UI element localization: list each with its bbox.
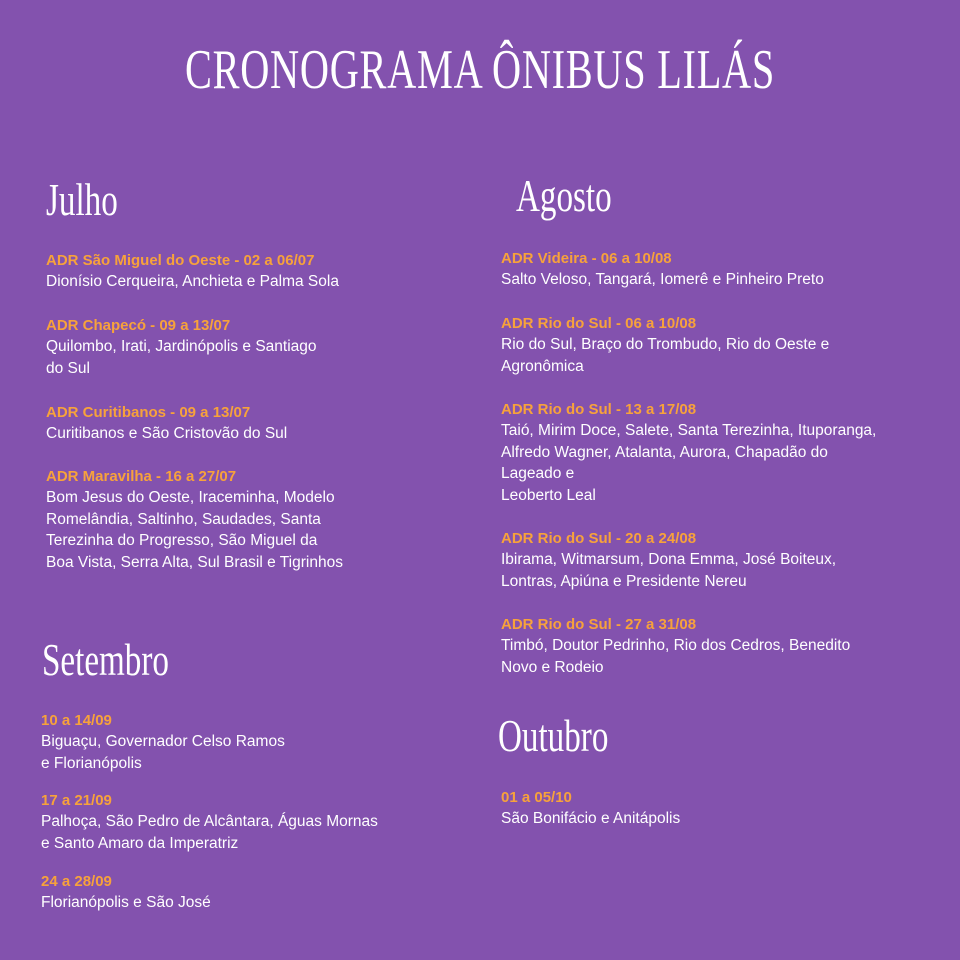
month-heading-setembro: Setembro [42,634,169,685]
page-title: CRONOGRAMA ÔNIBUS LILÁS [184,39,776,101]
entry-heading: 24 a 28/09 [41,873,112,890]
entry-cities: Ibirama, Witmarsum, Dona Emma, José Boiteux, Lontras, Apiúna e Presidente Nereu [501,551,837,590]
entry-heading: ADR Chapecó - 09 a 13/07 [46,317,231,334]
entry-heading: 01 a 05/10 [501,789,572,806]
schedule-entry [46,250,486,293]
schedule-entry [501,248,941,291]
entry-heading: ADR Rio do Sul - 13 a 17/08 [501,401,697,418]
entry-heading: ADR Rio do Sul - 20 a 24/08 [501,530,697,547]
schedule-entry [501,528,941,592]
schedule-entry [46,315,486,379]
schedule-entry [501,787,941,830]
entry-cities: Florianópolis e São José [41,894,211,911]
schedule-entry [41,790,481,854]
entry-cities: Timbó, Doutor Pedrinho, Rio dos Cedros, Benedito Novo e Rodeio [501,637,851,676]
entry-heading: 17 a 21/09 [41,792,112,809]
entry-heading: ADR Rio do Sul - 27 a 31/08 [501,616,697,633]
entry-heading: ADR Maravilha - 16 a 27/07 [46,468,237,485]
entry-heading: 10 a 14/09 [41,712,112,729]
entry-cities: Biguaçu, Governador Celso Ramos e Florianópolis [41,733,285,772]
entry-heading: ADR São Miguel do Oeste - 02 a 06/07 [46,252,315,269]
entry-cities: Palhoça, São Pedro de Alcântara, Águas Mornas e Santo Amaro da Imperatriz [41,813,378,852]
entry-heading: ADR Rio do Sul - 06 a 10/08 [501,315,697,332]
schedule-entry [501,399,941,506]
entry-cities: Dionísio Cerqueira, Anchieta e Palma Sola [46,273,339,290]
entry-heading: ADR Videira - 06 a 10/08 [501,250,672,267]
schedule-entry [501,614,941,678]
entry-cities: Quilombo, Irati, Jardinópolis e Santiago do Sul [46,338,317,377]
entry-cities: Taió, Mirim Doce, Salete, Santa Terezinha, Ituporanga, Alfredo Wagner, Atalanta, Aurora, Chapadão do Lageado e Leoberto Leal [501,422,877,504]
entry-cities: São Bonifácio e Anitápolis [501,810,681,827]
month-heading-outubro: Outubro [498,710,609,761]
entry-cities: Bom Jesus do Oeste, Iraceminha, Modelo Romelândia, Saltinho, Saudades, Santa Terezinha do Progresso, São Miguel da Boa Vista, Serra Alta, Sul Brasil e Tigrinhos [46,489,343,571]
month-heading-agosto: Agosto [516,170,612,221]
schedule-entry [46,402,486,445]
schedule-entry [41,871,481,914]
schedule-entry [41,710,481,774]
entry-cities: Salto Veloso, Tangará, Iomerê e Pinheiro Preto [501,271,824,288]
entry-cities: Curitibanos e São Cristovão do Sul [46,425,288,442]
schedule-entry [501,313,941,377]
schedule-entry [46,466,486,573]
month-heading-julho: Julho [46,174,118,225]
entry-cities: Rio do Sul, Braço do Trombudo, Rio do Oeste e Agronômica [501,336,830,375]
entry-heading: ADR Curitibanos - 09 a 13/07 [46,404,251,421]
